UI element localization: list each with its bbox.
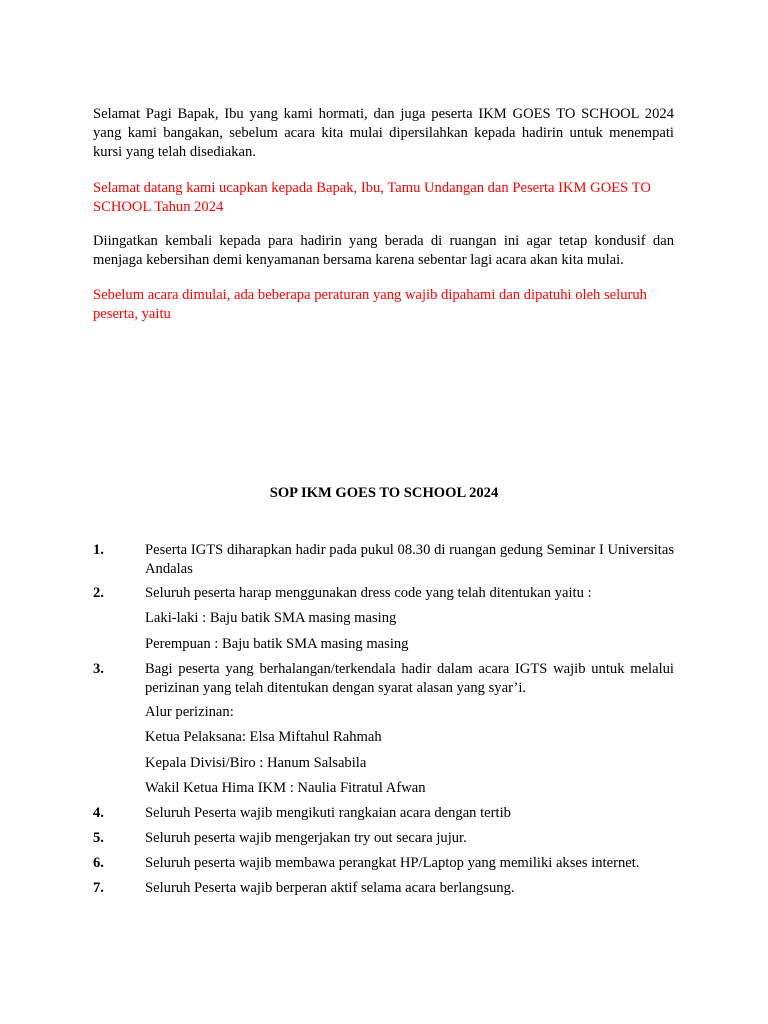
sop-item-number: 5.: [93, 830, 104, 846]
intro-paragraph-reminder: Diingatkan kembali kepada para hadirin yang berada di ruangan ini agar tetap kondusif dan menjaga kebersihan demi kenyamanan bersama karena sebentar lagi acara akan kita mulai.: [93, 233, 674, 268]
sop-item-number: 2.: [93, 585, 104, 601]
intro-paragraph-welcome: Selamat datang kami ucapkan kepada Bapak, Ibu, Tamu Undangan dan Peserta IKM GOES TO SCHOOL Tahun 2024: [93, 180, 651, 215]
sop-item-text: Peserta IGTS diharapkan hadir pada pukul 08.30 di ruangan gedung Seminar I Universitas Andalas: [145, 542, 674, 577]
sop-item-number: 3.: [93, 661, 104, 677]
sop-item-number: 6.: [93, 855, 104, 871]
sop-subitem-text: Kepala Divisi/Biro : Hanum Salsabila: [145, 755, 367, 771]
sop-item-text: Seluruh peserta wajib mengerjakan try out secara jujur.: [145, 830, 467, 846]
sop-item-text: Seluruh peserta harap menggunakan dress code yang telah ditentukan yaitu :: [145, 585, 592, 601]
sop-item-text: Bagi peserta yang berhalangan/terkendala hadir dalam acara IGTS wajib untuk melalui perizinan yang telah ditentukan dengan syarat alasan yang syar’i.: [145, 661, 674, 696]
sop-item-number: 4.: [93, 805, 104, 821]
sop-subitem-text: Ketua Pelaksana: Elsa Miftahul Rahmah: [145, 729, 382, 745]
sop-item-text: Seluruh peserta wajib membawa perangkat HP/Laptop yang memiliki akses internet.: [145, 855, 640, 871]
sop-subitem-text: Wakil Ketua Hima IKM : Naulia Fitratul Afwan: [145, 780, 426, 796]
intro-paragraph-greeting: Selamat Pagi Bapak, Ibu yang kami hormati, dan juga peserta IKM GOES TO SCHOOL 2024 yang kami bangakan, sebelum acara kita mulai dipersilahkan kepada hadirin untuk menempati kursi yang telah disediakan.: [93, 106, 674, 160]
sop-subitem-text: Perempuan : Baju batik SMA masing masing: [145, 636, 409, 652]
intro-paragraph-rules-lead: Sebelum acara dimulai, ada beberapa peraturan yang wajib dipahami dan dipatuhi oleh seluruh peserta, yaitu: [93, 287, 647, 322]
sop-subitem-text: Laki-laki : Baju batik SMA masing masing: [145, 610, 397, 626]
sop-subitem-text: Alur perizinan:: [145, 704, 234, 720]
sop-item-text: Seluruh Peserta wajib mengikuti rangkaian acara dengan tertib: [145, 805, 511, 821]
sop-item-number: 1.: [93, 542, 104, 558]
sop-title: SOP IKM GOES TO SCHOOL 2024: [269, 485, 499, 501]
sop-item-number: 7.: [93, 880, 104, 896]
sop-item-text: Seluruh Peserta wajib berperan aktif selama acara berlangsung.: [145, 880, 515, 896]
